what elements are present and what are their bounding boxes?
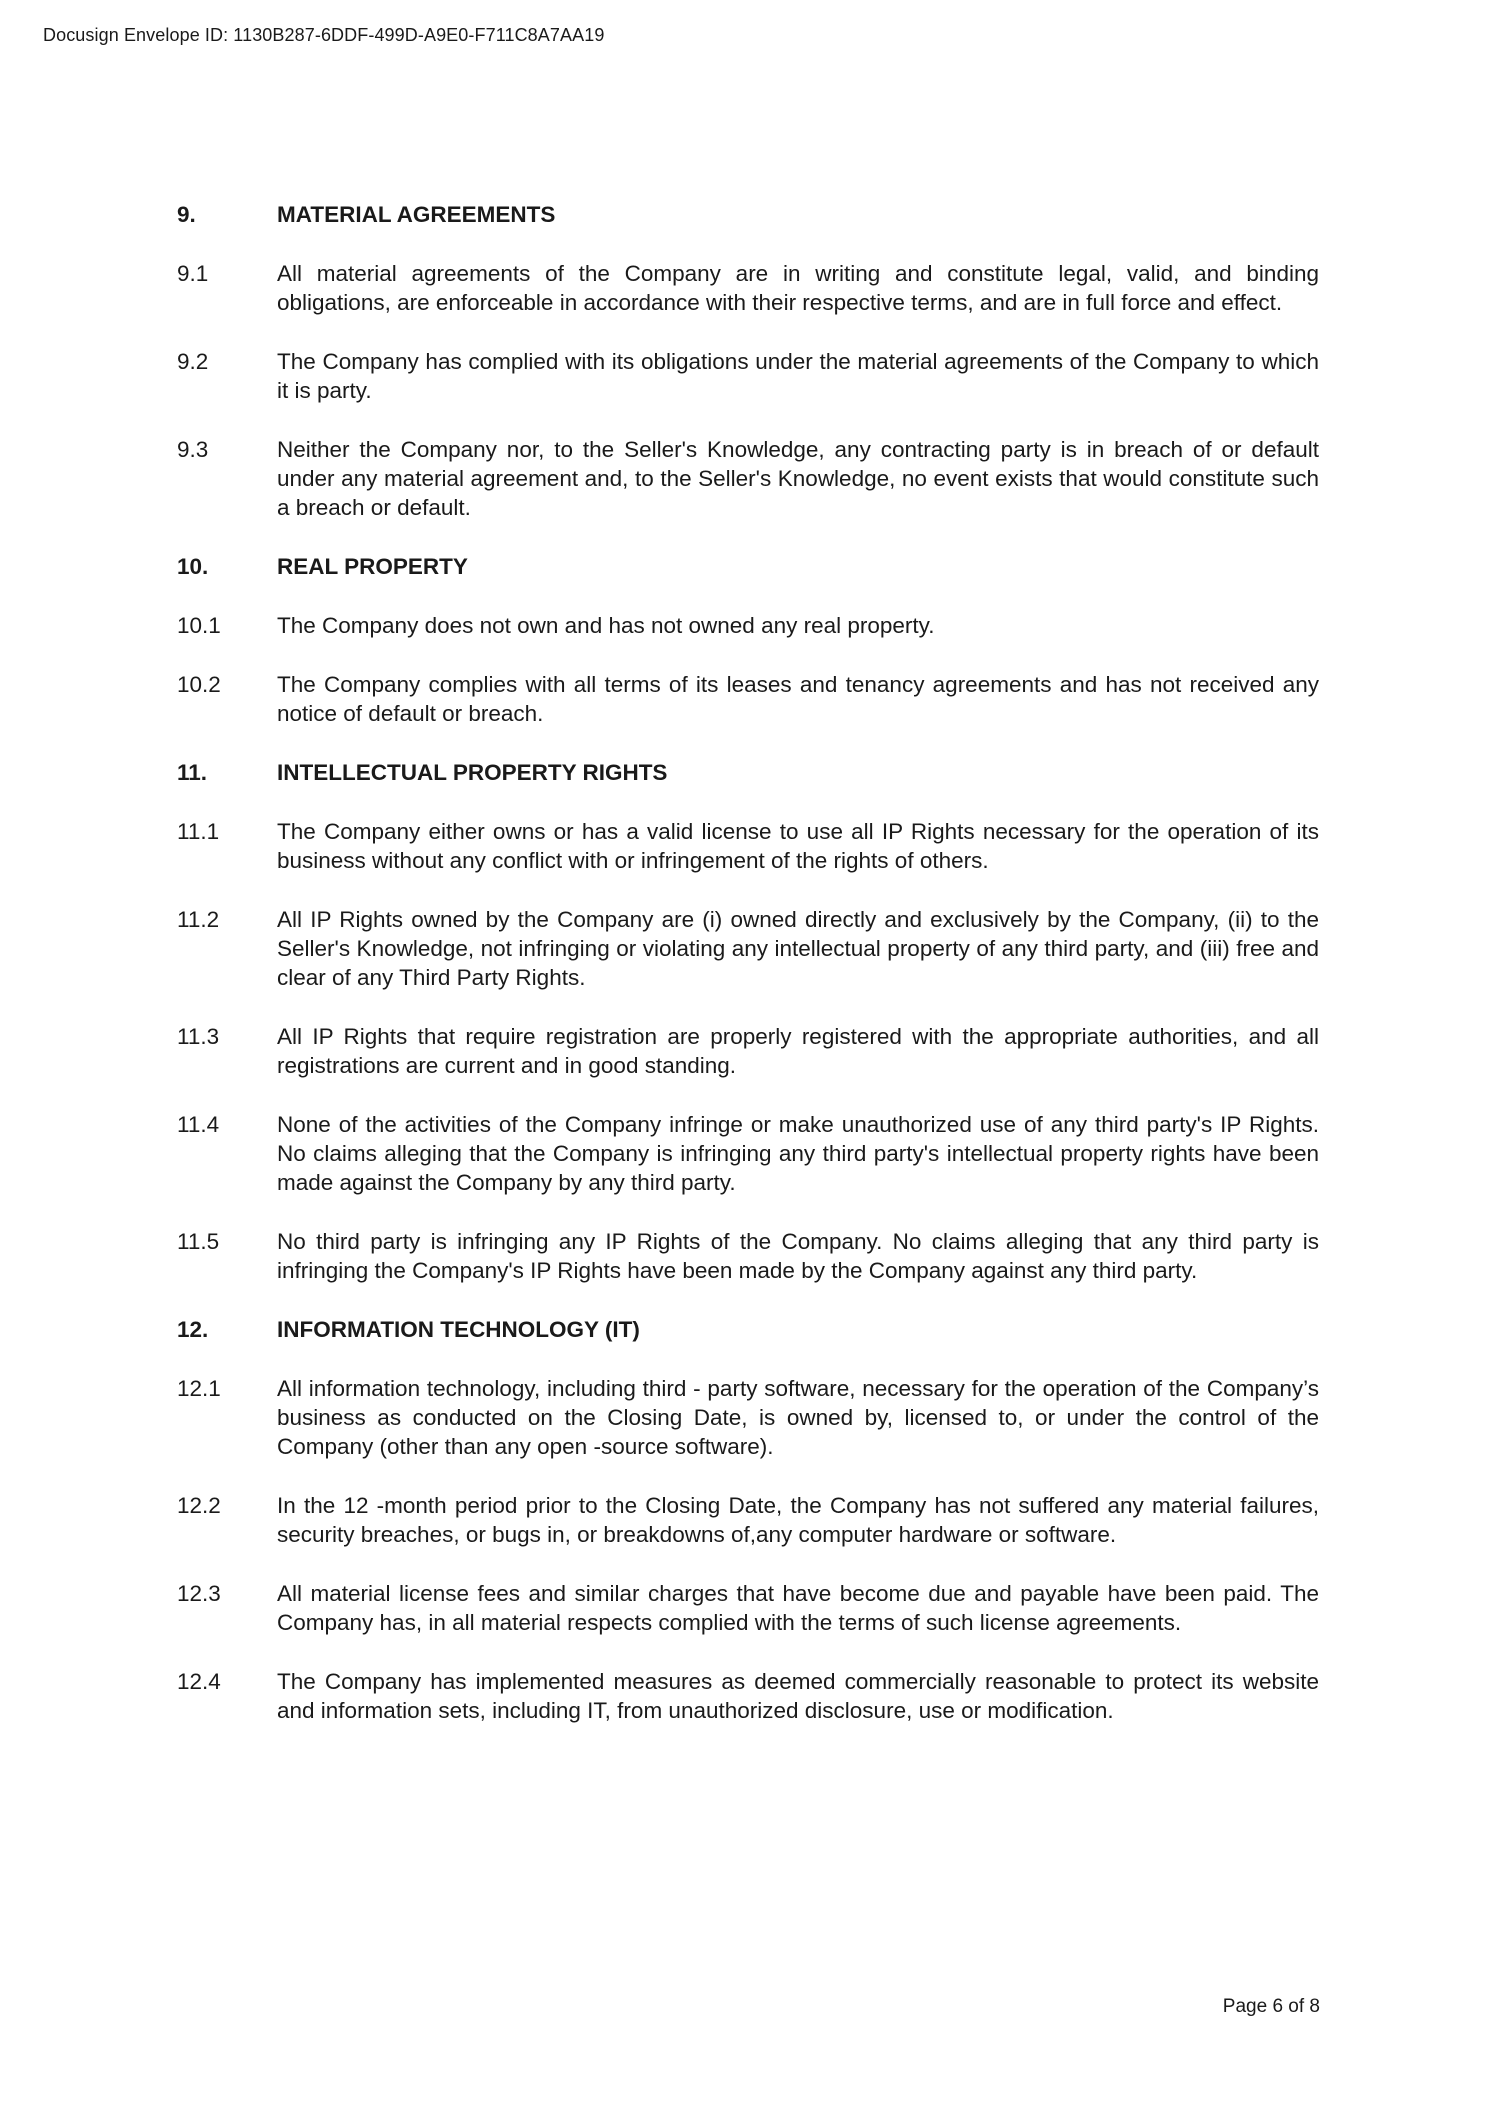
document-body (177, 200, 1319, 1755)
clause-number: 11.2 (177, 907, 220, 932)
clause-text: All material agreements of the Company are in writing and constitute legal, valid, and binding obligations, are enforceable in accordance with their respective terms, and are in full force and effect. (277, 261, 1319, 315)
clause (177, 817, 1319, 875)
clause (177, 1022, 1319, 1080)
section-title: REAL PROPERTY (277, 554, 468, 579)
clause (177, 1374, 1319, 1461)
clause-text: The Company complies with all terms of its leases and tenancy agreements and has not received any notice of default or breach. (277, 672, 1319, 726)
clause-text: All material license fees and similar charges that have become due and payable have been paid. The Company has, in all material respects complied with the terms of such license agreements. (277, 1581, 1319, 1635)
clause-text: The Company either owns or has a valid license to use all IP Rights necessary for the operation of its business without any conflict with or infringement of the rights of others. (277, 819, 1319, 873)
clause-number: 12.1 (177, 1376, 221, 1401)
section-title: INFORMATION TECHNOLOGY (IT) (277, 1317, 640, 1342)
section-heading (177, 552, 1319, 581)
envelope-id: Docusign Envelope ID: 1130B287-6DDF-499D-A9E0-F711C8A7AA19 (43, 25, 605, 45)
clause (177, 1110, 1319, 1197)
section-title: MATERIAL AGREEMENTS (277, 202, 556, 227)
section-heading (177, 1315, 1319, 1344)
clause-number: 12.2 (177, 1493, 221, 1518)
clause-number: 11.5 (177, 1229, 220, 1254)
clause (177, 347, 1319, 405)
clause-number: 11.4 (177, 1112, 220, 1137)
clause-number: 11.3 (177, 1024, 220, 1049)
section-title: INTELLECTUAL PROPERTY RIGHTS (277, 760, 668, 785)
clause-number: 11.1 (177, 819, 220, 844)
section-number: 11. (177, 760, 208, 785)
clause-number: 9.1 (177, 261, 209, 286)
section-number: 9. (177, 202, 196, 227)
section-number: 12. (177, 1317, 209, 1342)
clause (177, 259, 1319, 317)
clause (177, 1579, 1319, 1637)
clause (177, 611, 1319, 640)
section-heading (177, 758, 1319, 787)
clause-text: The Company does not own and has not owned any real property. (277, 613, 935, 638)
clause-text: In the 12 -month period prior to the Closing Date, the Company has not suffered any material failures, security breaches, or bugs in, or breakdowns of,any computer hardware or software. (277, 1493, 1319, 1547)
clause (177, 1667, 1319, 1725)
clause-text: Neither the Company nor, to the Seller's Knowledge, any contracting party is in breach of or default under any material agreement and, to the Seller's Knowledge, no event exists that would constitute such a breach or default. (277, 437, 1319, 520)
clause-text: The Company has complied with its obligations under the material agreements of the Company to which it is party. (277, 349, 1319, 403)
clause (177, 905, 1319, 992)
section-heading (177, 200, 1319, 229)
clause (177, 435, 1319, 522)
clause-text: All information technology, including third - party software, necessary for the operation of the Company’s business as conducted on the Closing Date, is owned by, licensed to, or under the control of the Company (other than any open -source software). (277, 1376, 1319, 1459)
clause-number: 9.3 (177, 437, 209, 462)
clause-number: 10.2 (177, 672, 221, 697)
clause (177, 670, 1319, 728)
clause-number: 10.1 (177, 613, 221, 638)
clause-number: 12.4 (177, 1669, 221, 1694)
section-number: 10. (177, 554, 209, 579)
page-number: Page 6 of 8 (1222, 1996, 1320, 2017)
clause-text: The Company has implemented measures as deemed commercially reasonable to protect its website and information sets, including IT, from unauthorized disclosure, use or modification. (277, 1669, 1319, 1723)
clause-number: 12.3 (177, 1581, 221, 1606)
clause-number: 9.2 (177, 349, 209, 374)
clause-text: All IP Rights owned by the Company are (i) owned directly and exclusively by the Company, (ii) to the Seller's Knowledge, not infringing or violating any intellectual property of any third party, and (iii) free and clear of any Third Party Rights. (277, 907, 1319, 990)
clause (177, 1227, 1319, 1285)
clause (177, 1491, 1319, 1549)
clause-text: None of the activities of the Company infringe or make unauthorized use of any third party's IP Rights. No claims alleging that the Company is infringing any third party's intellectual property rights have been made against the Company by any third party. (277, 1112, 1319, 1195)
clause-text: All IP Rights that require registration are properly registered with the appropriate authorities, and all registrations are current and in good standing. (277, 1024, 1319, 1078)
clause-text: No third party is infringing any IP Rights of the Company. No claims alleging that any third party is infringing the Company's IP Rights have been made by the Company against any third party. (277, 1229, 1319, 1283)
